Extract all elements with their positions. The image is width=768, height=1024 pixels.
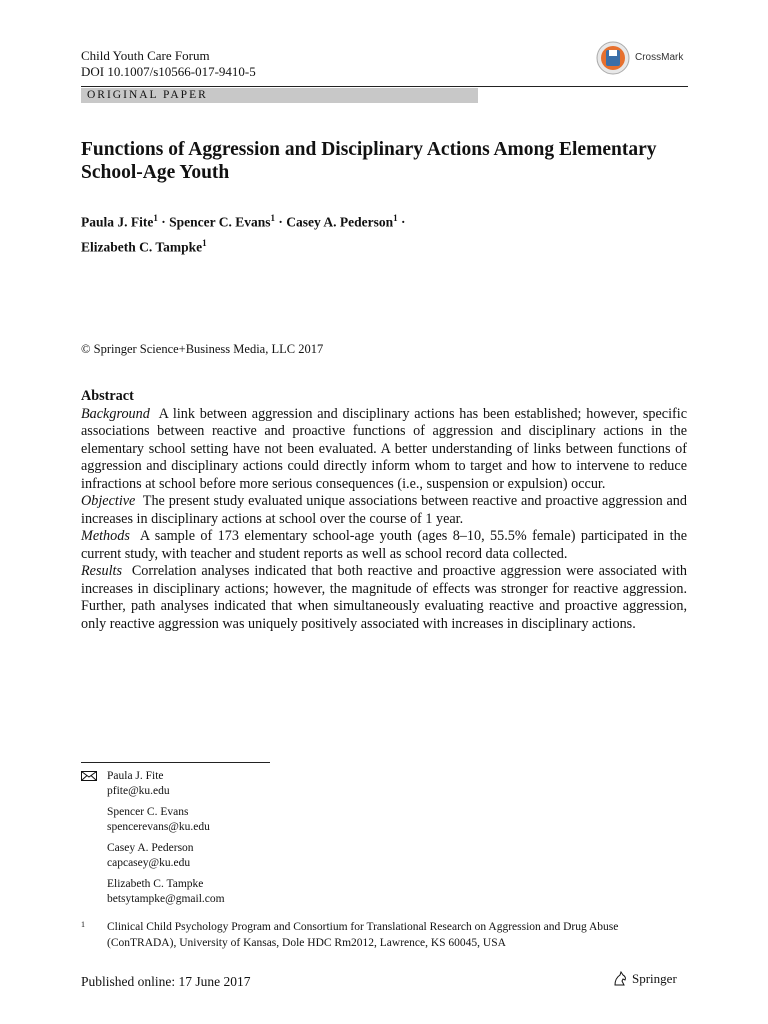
contact-list [81,769,225,913]
publisher-name: Springer [632,971,677,986]
published-date: Published online: 17 June 2017 [81,974,251,989]
section-text: A link between aggression and disciplinary actions has been established; however, specific associations between reactive and proactive functions of aggression and disciplinary actions in the elementary school setting have not been evaluated. A better understanding of links between functions of aggression and disciplinary actions could directly inform whom to target and how to intervene to reduce infractions at school before more serious consequences (i.e., suspension or expulsion) occur. [81,405,688,492]
contact-entry [81,769,225,798]
section-label: Background [81,405,150,422]
contact-entry [81,877,225,906]
envelope-icon [81,771,97,781]
contact-email[interactable]: pfite@ku.edu [107,784,170,797]
crossmark-badge[interactable] [596,41,688,75]
affiliation-number: 1 [81,920,85,929]
author-affiliation-mark: 1 [153,213,158,223]
author-list: Paula J. Fite$^1$ · Spencer C. Evans$^1$ · Casey A. Pederson$^1$ · Elizabeth C. Tampke$^1$ [81,213,406,254]
author-affiliation-mark: 1 [202,237,207,248]
contact-name: Spencer C. Evans [107,806,189,818]
copyright: © Springer Science+Business Media, LLC 2017 [81,342,324,356]
author-affiliation-mark: 1 [393,213,398,223]
abstract-section [81,406,687,494]
section-label: Objective [81,493,136,509]
header-rule [81,86,688,87]
section-label: Results [81,563,122,579]
contact-name: Casey A. Pederson [107,842,194,854]
article-title: Functions of Aggression and Disciplinary Actions Among Elementary School-Age Youth [81,139,657,183]
abstract-heading: Abstract [81,388,134,404]
section-text: A sample of 173 elementary school-age youth (ages 8–10, 55.5% female) participated in the current study, with teacher and student reports as well as school record data collected. [81,528,687,562]
contact-email[interactable]: spencerevans@ku.edu [107,820,210,833]
abstract [81,388,687,633]
author-affiliation-mark: 1 [270,213,276,223]
abstract-section [81,528,687,563]
doi[interactable]: DOI 10.1007/s10566-017-9410-5 [81,64,256,79]
author[interactable]: Spencer C. Evans [169,214,271,230]
contact-entry [81,841,225,870]
affiliation [81,919,681,951]
author[interactable]: Paula J. Fite [81,214,154,230]
publisher-logo[interactable] [612,971,677,987]
crossmark-label: CrossMark [635,52,684,63]
section-text: Correlation analyses indicated that both reactive and proactive aggression were associated with increases in disciplinary actions; however, the magnitude of effects was stronger for reactive aggression. Further, path analyses indicated that when simultaneously evaluating reactive and proactive aggression, only reactive aggression was uniquely positively associated with increases in disciplinary actions. [81,563,688,632]
crossmark-icon [596,41,632,75]
contact-email[interactable]: betsytampke@gmail.com [107,892,225,905]
contact-name: Paula J. Fite [107,770,164,782]
author[interactable]: Casey A. Pederson [286,214,394,230]
abstract-section [81,563,687,633]
section-text: The present study evaluated unique associations between reactive and proactive aggression and increases in disciplinary actions at school over the course of 1 year. [81,493,687,527]
journal-name: Child Youth Care Forum [81,48,210,63]
abstract-section [81,493,687,528]
contact-email[interactable]: capcasey@ku.edu [107,856,191,869]
affiliation-text: Clinical Child Psychology Program and Consortium for Translational Research on Aggression and Drug Abuse (ConTRADA), University of Kansas, Dole HDC Rm2012, Lawrence, KS 60045, USA [107,921,619,949]
paper-type: ORIGINAL PAPER [87,89,208,101]
journal-header [81,48,256,80]
author[interactable]: Elizabeth C. Tampke [81,239,203,254]
contact-name: Elizabeth C. Tampke [107,878,204,890]
contact-entry [81,805,225,834]
section-label: Methods [81,528,130,544]
footnote-rule [81,762,270,763]
springer-horse-icon [612,971,628,987]
